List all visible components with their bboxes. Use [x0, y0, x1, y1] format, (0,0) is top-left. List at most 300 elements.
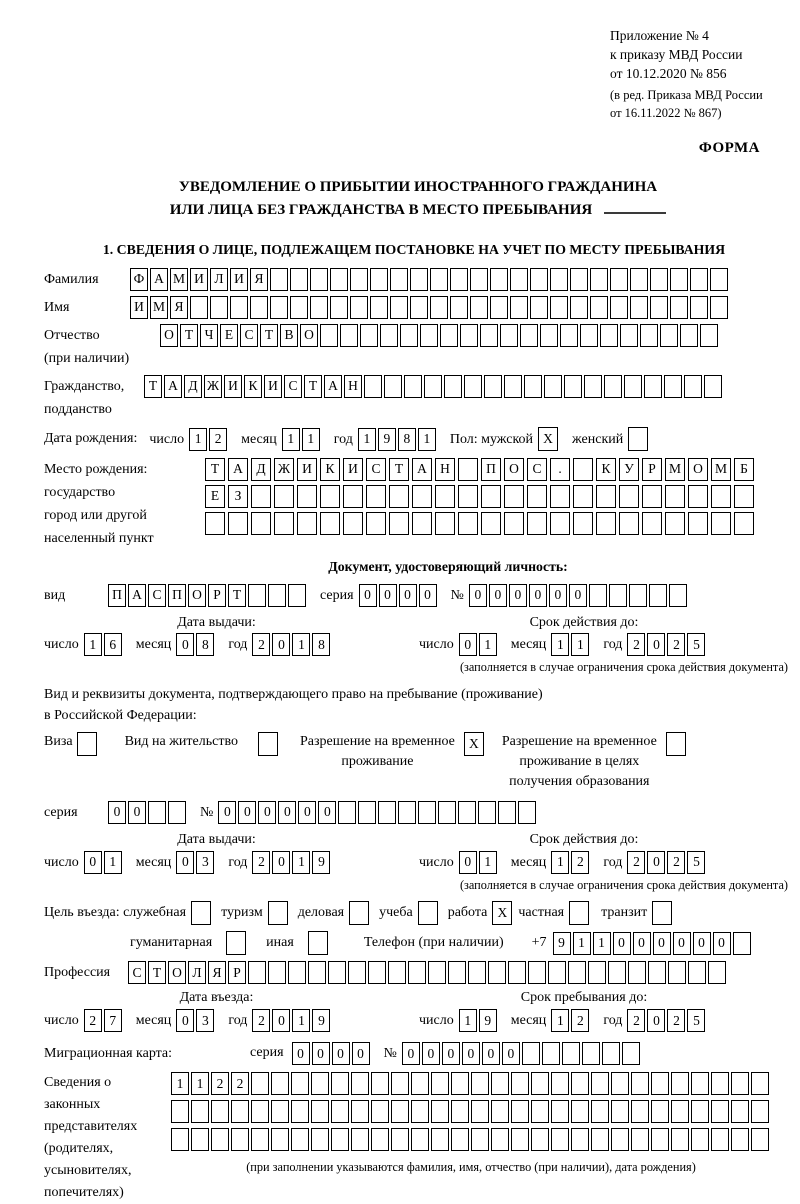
char-cell[interactable]	[420, 324, 438, 347]
char-cell[interactable]	[404, 375, 422, 398]
char-cell[interactable]	[611, 1072, 629, 1095]
char-cell[interactable]	[652, 901, 672, 925]
char-cell[interactable]	[490, 268, 508, 291]
char-cell[interactable]: А	[228, 458, 248, 481]
char-cell[interactable]	[358, 801, 376, 824]
char-cell[interactable]	[270, 296, 288, 319]
char-cell[interactable]	[271, 1128, 289, 1151]
char-cell[interactable]: 0	[399, 584, 417, 607]
char-cell[interactable]	[320, 485, 340, 508]
char-cell[interactable]	[710, 268, 728, 291]
char-cell[interactable]: Л	[188, 961, 206, 984]
char-cell[interactable]	[751, 1072, 769, 1095]
char-cell[interactable]: М	[665, 458, 685, 481]
char-cell[interactable]	[77, 732, 97, 756]
char-cell[interactable]	[391, 1100, 409, 1123]
char-cell[interactable]: 1	[191, 1072, 209, 1095]
char-cell[interactable]	[308, 961, 326, 984]
char-cell[interactable]: С	[527, 458, 547, 481]
char-cell[interactable]: П	[108, 584, 126, 607]
char-cell[interactable]: 0	[332, 1042, 350, 1065]
char-cell[interactable]: 0	[218, 801, 236, 824]
char-cell[interactable]: 1	[551, 851, 569, 874]
char-cell[interactable]	[680, 324, 698, 347]
char-cell[interactable]	[711, 1128, 729, 1151]
char-cell[interactable]: 2	[571, 851, 589, 874]
char-cell[interactable]	[550, 512, 570, 535]
char-cell[interactable]	[288, 961, 306, 984]
char-cell[interactable]	[644, 375, 662, 398]
char-cell[interactable]	[311, 1128, 329, 1151]
char-cell[interactable]: 5	[687, 851, 705, 874]
char-cell[interactable]	[412, 485, 432, 508]
char-cell[interactable]	[650, 296, 668, 319]
char-cell[interactable]: 0	[272, 633, 290, 656]
char-cell[interactable]: 1	[104, 851, 122, 874]
char-cell[interactable]	[458, 512, 478, 535]
char-cell[interactable]	[390, 268, 408, 291]
char-cell[interactable]	[504, 512, 524, 535]
char-cell[interactable]	[530, 268, 548, 291]
char-cell[interactable]: 1	[292, 851, 310, 874]
char-cell[interactable]	[211, 1100, 229, 1123]
char-cell[interactable]: Ч	[200, 324, 218, 347]
char-cell[interactable]	[691, 1128, 709, 1151]
char-cell[interactable]	[288, 584, 306, 607]
char-cell[interactable]	[258, 732, 278, 756]
char-cell[interactable]: О	[688, 458, 708, 481]
char-cell[interactable]	[290, 296, 308, 319]
char-cell[interactable]	[411, 1128, 429, 1151]
char-cell[interactable]	[568, 961, 586, 984]
char-cell[interactable]	[573, 458, 593, 481]
char-cell[interactable]	[251, 485, 271, 508]
char-cell[interactable]	[688, 961, 706, 984]
char-cell[interactable]	[390, 296, 408, 319]
char-cell[interactable]	[231, 1128, 249, 1151]
char-cell[interactable]	[290, 268, 308, 291]
char-cell[interactable]: 0	[318, 801, 336, 824]
char-cell[interactable]	[431, 1100, 449, 1123]
char-cell[interactable]	[530, 296, 548, 319]
char-cell[interactable]: А	[128, 584, 146, 607]
char-cell[interactable]	[573, 485, 593, 508]
char-cell[interactable]: 2	[571, 1009, 589, 1032]
char-cell[interactable]	[630, 268, 648, 291]
char-cell[interactable]	[391, 1072, 409, 1095]
char-cell[interactable]	[168, 801, 186, 824]
char-cell[interactable]: В	[280, 324, 298, 347]
char-cell[interactable]: 2	[627, 851, 645, 874]
char-cell[interactable]	[430, 296, 448, 319]
char-cell[interactable]: А	[164, 375, 182, 398]
char-cell[interactable]	[411, 1072, 429, 1095]
char-cell[interactable]	[504, 375, 522, 398]
char-cell[interactable]	[491, 1100, 509, 1123]
char-cell[interactable]	[471, 1100, 489, 1123]
char-cell[interactable]	[480, 324, 498, 347]
char-cell[interactable]	[448, 961, 466, 984]
char-cell[interactable]: 6	[104, 633, 122, 656]
char-cell[interactable]	[551, 1072, 569, 1095]
char-cell[interactable]	[490, 296, 508, 319]
char-cell[interactable]	[540, 324, 558, 347]
char-cell[interactable]: 0	[258, 801, 276, 824]
char-cell[interactable]: А	[412, 458, 432, 481]
char-cell[interactable]	[251, 1100, 269, 1123]
char-cell[interactable]	[350, 296, 368, 319]
char-cell[interactable]	[640, 324, 658, 347]
char-cell[interactable]	[230, 296, 248, 319]
char-cell[interactable]	[370, 296, 388, 319]
char-cell[interactable]: Д	[251, 458, 271, 481]
char-cell[interactable]	[291, 1128, 309, 1151]
char-cell[interactable]	[544, 375, 562, 398]
char-cell[interactable]: 0	[379, 584, 397, 607]
char-cell[interactable]: Ж	[274, 458, 294, 481]
char-cell[interactable]: 0	[647, 633, 665, 656]
char-cell[interactable]	[548, 961, 566, 984]
char-cell[interactable]	[660, 324, 678, 347]
char-cell[interactable]: О	[160, 324, 178, 347]
char-cell[interactable]: 0	[292, 1042, 310, 1065]
char-cell[interactable]: 1	[302, 428, 320, 451]
char-cell[interactable]: 1	[459, 1009, 477, 1032]
char-cell[interactable]: Е	[205, 485, 225, 508]
char-cell[interactable]	[651, 1100, 669, 1123]
char-cell[interactable]: 0	[613, 932, 631, 955]
char-cell[interactable]: 5	[687, 633, 705, 656]
char-cell[interactable]	[622, 1042, 640, 1065]
char-cell[interactable]	[751, 1100, 769, 1123]
char-cell[interactable]	[491, 1072, 509, 1095]
char-cell[interactable]	[340, 324, 358, 347]
char-cell[interactable]	[366, 512, 386, 535]
char-cell[interactable]	[398, 801, 416, 824]
char-cell[interactable]	[148, 801, 166, 824]
char-cell[interactable]: 1	[571, 633, 589, 656]
char-cell[interactable]: 0	[312, 1042, 330, 1065]
char-cell[interactable]	[380, 324, 398, 347]
char-cell[interactable]	[458, 801, 476, 824]
char-cell[interactable]	[291, 1100, 309, 1123]
char-cell[interactable]	[464, 375, 482, 398]
char-cell[interactable]: 0	[489, 584, 507, 607]
char-cell[interactable]: Л	[210, 268, 228, 291]
char-cell[interactable]: 0	[176, 633, 194, 656]
char-cell[interactable]	[351, 1100, 369, 1123]
char-cell[interactable]	[589, 584, 607, 607]
char-cell[interactable]	[171, 1100, 189, 1123]
char-cell[interactable]	[343, 485, 363, 508]
char-cell[interactable]	[619, 485, 639, 508]
char-cell[interactable]	[733, 932, 751, 955]
char-cell[interactable]	[628, 961, 646, 984]
char-cell[interactable]	[610, 296, 628, 319]
char-cell[interactable]: 8	[312, 633, 330, 656]
char-cell[interactable]	[468, 961, 486, 984]
char-cell[interactable]	[610, 268, 628, 291]
char-cell[interactable]: 1	[551, 1009, 569, 1032]
char-cell[interactable]	[311, 1100, 329, 1123]
char-cell[interactable]: 2	[252, 851, 270, 874]
char-cell[interactable]	[504, 485, 524, 508]
char-cell[interactable]	[522, 1042, 540, 1065]
char-cell[interactable]	[665, 485, 685, 508]
char-cell[interactable]: О	[504, 458, 524, 481]
char-cell[interactable]: 2	[209, 428, 227, 451]
char-cell[interactable]	[571, 1128, 589, 1151]
char-cell[interactable]: 9	[378, 428, 396, 451]
char-cell[interactable]: X	[464, 732, 484, 756]
char-cell[interactable]	[704, 375, 722, 398]
char-cell[interactable]	[651, 1128, 669, 1151]
char-cell[interactable]: С	[284, 375, 302, 398]
char-cell[interactable]	[571, 1072, 589, 1095]
char-cell[interactable]: О	[188, 584, 206, 607]
char-cell[interactable]	[411, 1100, 429, 1123]
char-cell[interactable]	[631, 1100, 649, 1123]
char-cell[interactable]: 0	[673, 932, 691, 955]
char-cell[interactable]	[570, 296, 588, 319]
char-cell[interactable]: Б	[734, 458, 754, 481]
char-cell[interactable]	[351, 1128, 369, 1151]
char-cell[interactable]	[602, 1042, 620, 1065]
char-cell[interactable]	[642, 512, 662, 535]
char-cell[interactable]	[611, 1128, 629, 1151]
char-cell[interactable]: X	[492, 901, 512, 925]
char-cell[interactable]	[388, 961, 406, 984]
char-cell[interactable]: Т	[180, 324, 198, 347]
char-cell[interactable]	[591, 1072, 609, 1095]
char-cell[interactable]: Р	[642, 458, 662, 481]
char-cell[interactable]: А	[324, 375, 342, 398]
char-cell[interactable]	[458, 458, 478, 481]
char-cell[interactable]	[231, 1100, 249, 1123]
char-cell[interactable]	[551, 1128, 569, 1151]
char-cell[interactable]	[371, 1100, 389, 1123]
char-cell[interactable]	[451, 1100, 469, 1123]
char-cell[interactable]	[691, 1072, 709, 1095]
char-cell[interactable]	[649, 584, 667, 607]
char-cell[interactable]	[531, 1072, 549, 1095]
char-cell[interactable]	[274, 485, 294, 508]
char-cell[interactable]: К	[320, 458, 340, 481]
char-cell[interactable]	[596, 512, 616, 535]
char-cell[interactable]: 0	[459, 633, 477, 656]
char-cell[interactable]	[410, 268, 428, 291]
char-cell[interactable]: Е	[220, 324, 238, 347]
char-cell[interactable]	[271, 1072, 289, 1095]
char-cell[interactable]: 0	[469, 584, 487, 607]
char-cell[interactable]	[451, 1128, 469, 1151]
char-cell[interactable]	[311, 1072, 329, 1095]
char-cell[interactable]: С	[366, 458, 386, 481]
char-cell[interactable]	[438, 801, 456, 824]
char-cell[interactable]	[671, 1128, 689, 1151]
char-cell[interactable]	[688, 512, 708, 535]
char-cell[interactable]	[524, 375, 542, 398]
char-cell[interactable]: 2	[252, 1009, 270, 1032]
char-cell[interactable]: 2	[84, 1009, 102, 1032]
char-cell[interactable]: Р	[228, 961, 246, 984]
char-cell[interactable]: 9	[479, 1009, 497, 1032]
char-cell[interactable]: У	[619, 458, 639, 481]
char-cell[interactable]: 2	[627, 1009, 645, 1032]
char-cell[interactable]	[378, 801, 396, 824]
char-cell[interactable]: 0	[272, 851, 290, 874]
char-cell[interactable]: 1	[171, 1072, 189, 1095]
char-cell[interactable]: 1	[358, 428, 376, 451]
char-cell[interactable]	[651, 1072, 669, 1095]
char-cell[interactable]: И	[297, 458, 317, 481]
char-cell[interactable]	[734, 512, 754, 535]
char-cell[interactable]	[470, 268, 488, 291]
char-cell[interactable]	[671, 1100, 689, 1123]
char-cell[interactable]: 0	[298, 801, 316, 824]
char-cell[interactable]	[310, 296, 328, 319]
char-cell[interactable]: 0	[482, 1042, 500, 1065]
char-cell[interactable]	[368, 961, 386, 984]
char-cell[interactable]	[551, 1100, 569, 1123]
char-cell[interactable]	[731, 1128, 749, 1151]
char-cell[interactable]: 0	[108, 801, 126, 824]
char-cell[interactable]	[584, 375, 602, 398]
char-cell[interactable]: З	[228, 485, 248, 508]
char-cell[interactable]	[331, 1128, 349, 1151]
char-cell[interactable]	[491, 1128, 509, 1151]
char-cell[interactable]	[470, 296, 488, 319]
char-cell[interactable]	[349, 901, 369, 925]
char-cell[interactable]	[596, 485, 616, 508]
char-cell[interactable]	[631, 1072, 649, 1095]
char-cell[interactable]	[650, 268, 668, 291]
char-cell[interactable]	[600, 324, 618, 347]
char-cell[interactable]: 2	[252, 633, 270, 656]
char-cell[interactable]	[570, 268, 588, 291]
char-cell[interactable]	[271, 1100, 289, 1123]
char-cell[interactable]: Я	[208, 961, 226, 984]
char-cell[interactable]: Н	[435, 458, 455, 481]
char-cell[interactable]	[564, 375, 582, 398]
char-cell[interactable]	[591, 1128, 609, 1151]
char-cell[interactable]: 1	[189, 428, 207, 451]
char-cell[interactable]	[624, 375, 642, 398]
char-cell[interactable]	[478, 801, 496, 824]
char-cell[interactable]	[270, 268, 288, 291]
char-cell[interactable]	[562, 1042, 580, 1065]
char-cell[interactable]	[400, 324, 418, 347]
char-cell[interactable]: С	[128, 961, 146, 984]
char-cell[interactable]: Т	[205, 458, 225, 481]
char-cell[interactable]	[410, 296, 428, 319]
char-cell[interactable]: 0	[459, 851, 477, 874]
char-cell[interactable]: 2	[211, 1072, 229, 1095]
char-cell[interactable]	[611, 1100, 629, 1123]
char-cell[interactable]: Я	[170, 296, 188, 319]
char-cell[interactable]	[550, 296, 568, 319]
char-cell[interactable]: 8	[196, 633, 214, 656]
char-cell[interactable]: 1	[479, 851, 497, 874]
char-cell[interactable]	[360, 324, 378, 347]
char-cell[interactable]: М	[711, 458, 731, 481]
char-cell[interactable]	[268, 901, 288, 925]
char-cell[interactable]: И	[343, 458, 363, 481]
char-cell[interactable]: 0	[509, 584, 527, 607]
char-cell[interactable]: Я	[250, 268, 268, 291]
char-cell[interactable]	[191, 901, 211, 925]
char-cell[interactable]	[370, 268, 388, 291]
char-cell[interactable]	[582, 1042, 600, 1065]
char-cell[interactable]	[418, 801, 436, 824]
char-cell[interactable]	[431, 1072, 449, 1095]
char-cell[interactable]: 1	[292, 633, 310, 656]
char-cell[interactable]	[458, 485, 478, 508]
char-cell[interactable]	[708, 961, 726, 984]
char-cell[interactable]	[384, 375, 402, 398]
char-cell[interactable]	[571, 1100, 589, 1123]
char-cell[interactable]	[331, 1100, 349, 1123]
char-cell[interactable]	[508, 961, 526, 984]
char-cell[interactable]	[251, 1072, 269, 1095]
char-cell[interactable]: 0	[176, 851, 194, 874]
char-cell[interactable]	[331, 1072, 349, 1095]
char-cell[interactable]: 0	[462, 1042, 480, 1065]
char-cell[interactable]	[734, 485, 754, 508]
char-cell[interactable]	[688, 485, 708, 508]
char-cell[interactable]: 1	[282, 428, 300, 451]
char-cell[interactable]: 3	[196, 851, 214, 874]
char-cell[interactable]	[608, 961, 626, 984]
char-cell[interactable]	[428, 961, 446, 984]
char-cell[interactable]	[297, 512, 317, 535]
char-cell[interactable]	[531, 1100, 549, 1123]
char-cell[interactable]	[710, 296, 728, 319]
char-cell[interactable]	[511, 1128, 529, 1151]
char-cell[interactable]: 2	[627, 633, 645, 656]
char-cell[interactable]	[424, 375, 442, 398]
char-cell[interactable]	[471, 1072, 489, 1095]
char-cell[interactable]	[665, 512, 685, 535]
char-cell[interactable]	[371, 1128, 389, 1151]
char-cell[interactable]	[211, 1128, 229, 1151]
char-cell[interactable]: 0	[693, 932, 711, 955]
char-cell[interactable]	[691, 1100, 709, 1123]
char-cell[interactable]: 2	[667, 633, 685, 656]
char-cell[interactable]	[435, 485, 455, 508]
char-cell[interactable]: П	[481, 458, 501, 481]
char-cell[interactable]	[588, 961, 606, 984]
char-cell[interactable]	[308, 931, 328, 955]
char-cell[interactable]: П	[168, 584, 186, 607]
char-cell[interactable]	[348, 961, 366, 984]
char-cell[interactable]	[731, 1100, 749, 1123]
char-cell[interactable]: Н	[344, 375, 362, 398]
char-cell[interactable]	[510, 268, 528, 291]
char-cell[interactable]	[248, 584, 266, 607]
char-cell[interactable]	[460, 324, 478, 347]
char-cell[interactable]: О	[300, 324, 318, 347]
char-cell[interactable]	[510, 296, 528, 319]
char-cell[interactable]: Д	[184, 375, 202, 398]
char-cell[interactable]: 0	[569, 584, 587, 607]
char-cell[interactable]: 0	[84, 851, 102, 874]
char-cell[interactable]	[609, 584, 627, 607]
char-cell[interactable]	[431, 1128, 449, 1151]
char-cell[interactable]: 2	[231, 1072, 249, 1095]
char-cell[interactable]	[488, 961, 506, 984]
char-cell[interactable]	[389, 485, 409, 508]
